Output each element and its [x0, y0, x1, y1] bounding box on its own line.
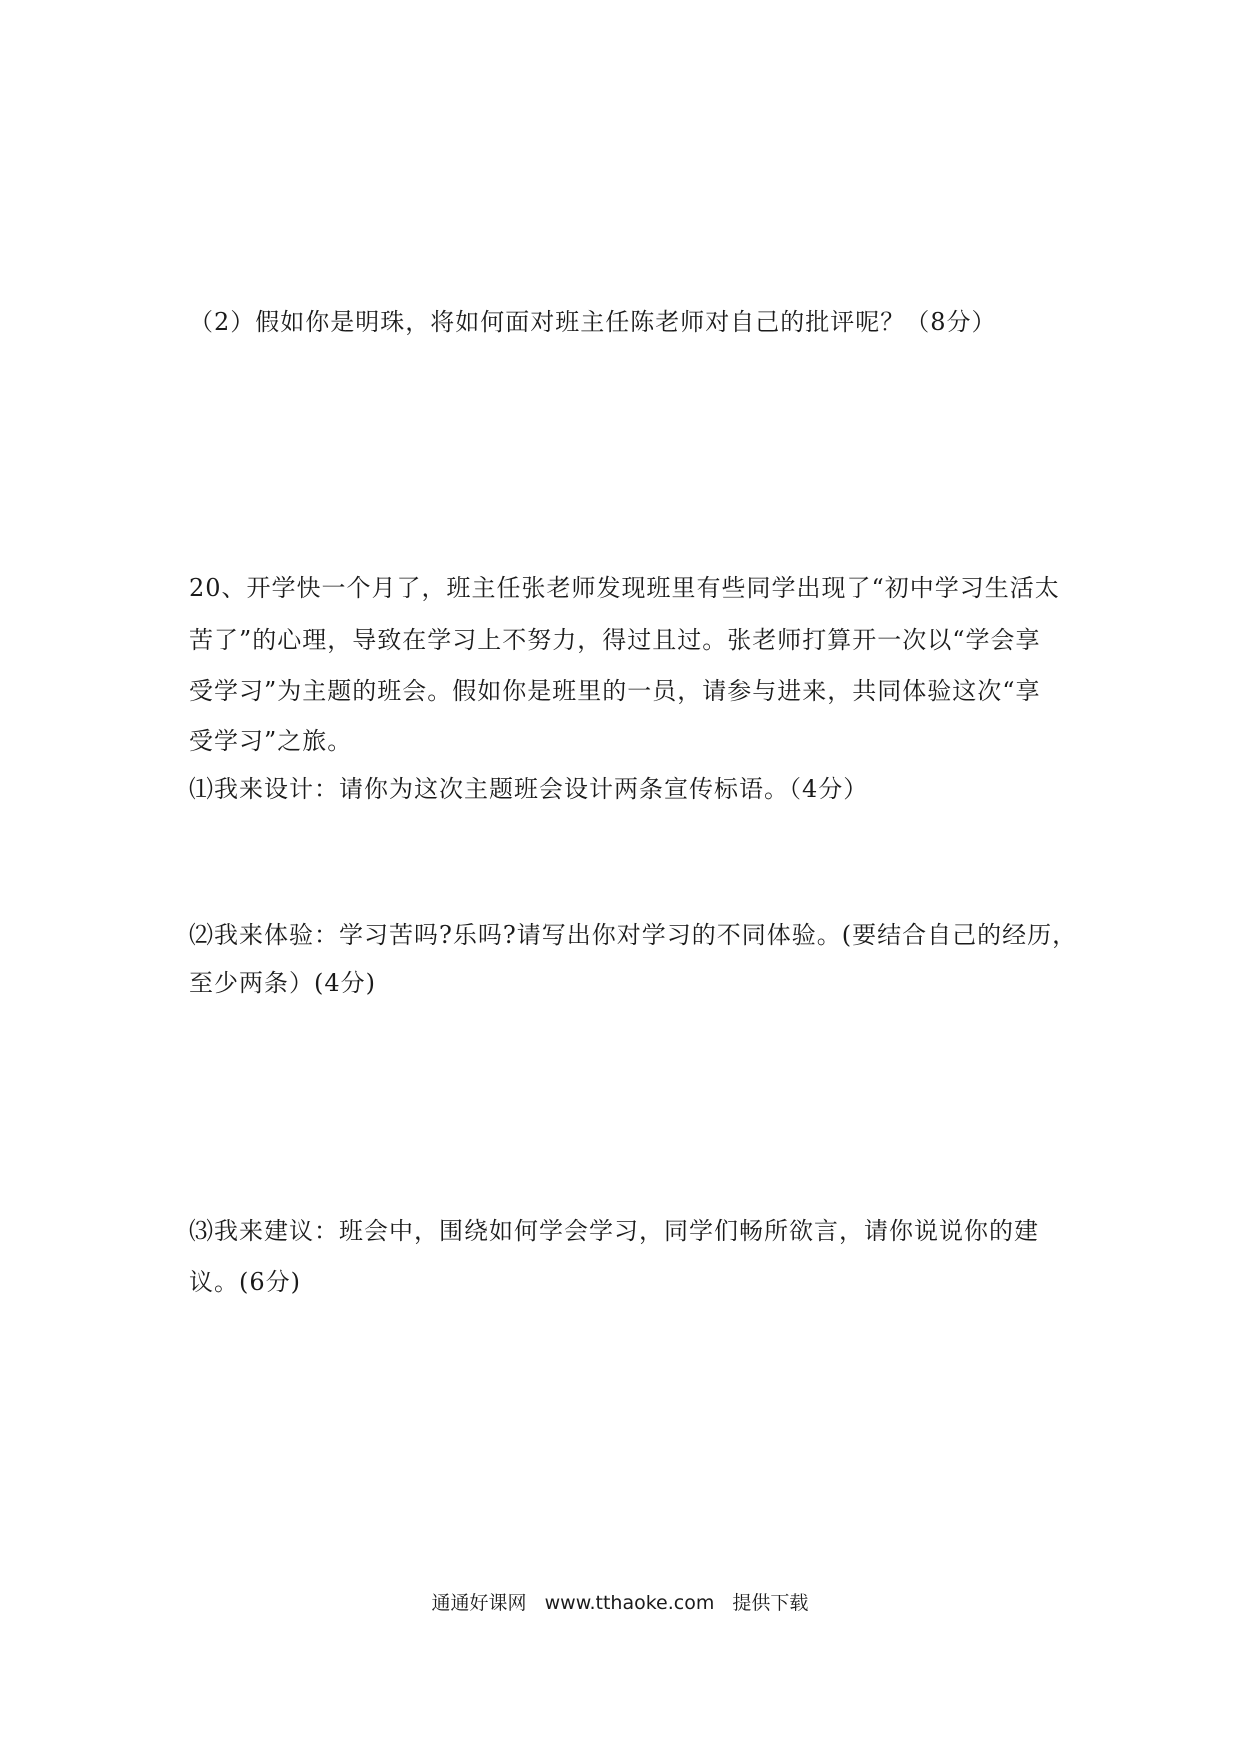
- footer-suffix: 提供下载: [732, 1592, 809, 1614]
- question-20-part-3-line-1: ⑶我来建议：班会中，围绕如何学会学习，同学们畅所欲言，请你说说你的建: [189, 1217, 1039, 1245]
- question-20-stem-line-1: 20、开学快一个月了，班主任张老师发现班里有些同学出现了“初中学习生活太: [189, 574, 1060, 602]
- question-20-stem-line-3: 受学习”为主题的班会。假如你是班里的一员，请参与进来，共同体验这次“享: [189, 677, 1041, 705]
- question-20-part-3-line-2: 议。(6分): [189, 1268, 301, 1296]
- question-20-stem-line-2: 苦了”的心理，导致在学习上不努力，得过且过。张老师打算开一次以“学会享: [189, 626, 1041, 654]
- question-20-part-2-line-1: ⑵我来体验：学习苦吗?乐吗?请写出你对学习的不同体验。(要结合自己的经历，: [189, 921, 1078, 949]
- footer-site-name: 通通好课网: [431, 1592, 527, 1614]
- footer-url: www.tthaoke.com: [544, 1592, 715, 1614]
- question-20-stem-line-4: 受学习”之旅。: [189, 727, 353, 755]
- page-footer: [0, 1590, 1240, 1616]
- question-20-part-1: ⑴我来设计：请你为这次主题班会设计两条宣传标语。（4分）: [189, 775, 869, 803]
- question-20-part-2-line-2: 至少两条）(4分): [189, 969, 376, 997]
- question-19-part-2: （2）假如你是明珠，将如何面对班主任陈老师对自己的批评呢？（8分）: [189, 308, 997, 336]
